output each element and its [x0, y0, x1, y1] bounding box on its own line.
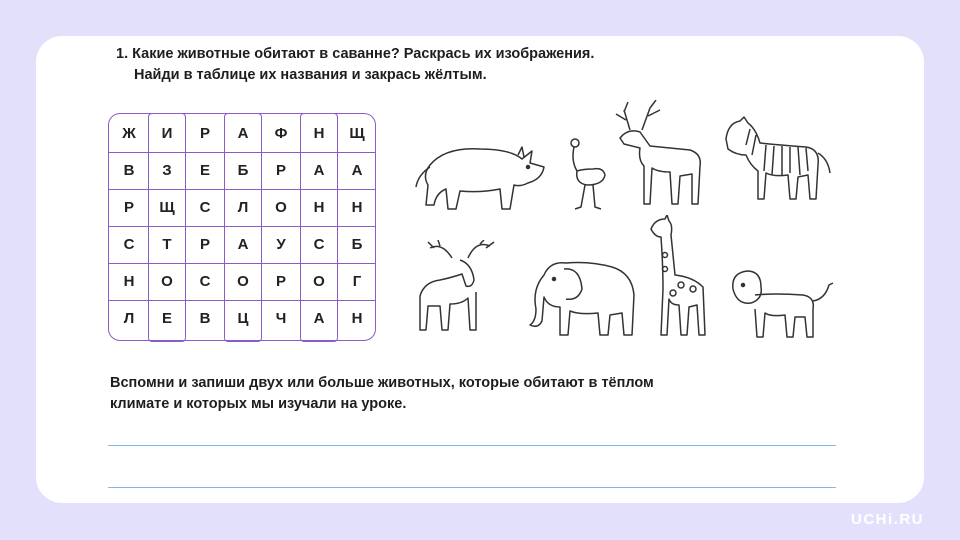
grid-cell[interactable]: А — [313, 162, 325, 179]
answer-line-2[interactable] — [108, 487, 836, 488]
task1-line2: Найди в таблице их названия и закрась жёлтым. — [134, 67, 487, 83]
grid-cell[interactable]: З — [162, 162, 172, 179]
animal-pictures — [405, 95, 845, 345]
grid-cell[interactable]: Т — [162, 236, 172, 253]
grid-cell[interactable]: О — [313, 273, 325, 290]
grid-cell[interactable]: А — [313, 310, 325, 327]
grid-cell[interactable]: А — [351, 162, 363, 179]
grid-cell[interactable]: Н — [351, 199, 363, 216]
grid-cell[interactable]: Р — [275, 273, 286, 290]
grid-cell[interactable]: Р — [199, 236, 210, 253]
grid-cell[interactable]: Н — [351, 310, 363, 327]
grid-cell[interactable]: В — [123, 162, 135, 179]
grid-cell[interactable]: Е — [161, 310, 172, 327]
grid-cell[interactable]: Н — [313, 199, 325, 216]
grid-cell[interactable]: С — [199, 199, 211, 216]
grid-cell[interactable]: Г — [352, 273, 362, 290]
grid-cell[interactable]: Ч — [275, 310, 287, 327]
word-search-grid — [108, 113, 376, 341]
grid-column-frame — [148, 113, 186, 342]
grid-cell[interactable]: С — [313, 236, 325, 253]
deer-icon[interactable] — [610, 100, 710, 210]
grid-cell[interactable]: Ф — [274, 125, 288, 142]
moose-icon[interactable] — [410, 240, 520, 335]
grid-cell[interactable]: Л — [237, 199, 249, 216]
grid-cell[interactable]: Р — [275, 162, 286, 179]
grid-cell[interactable]: Е — [199, 162, 210, 179]
grid-cell[interactable]: О — [237, 273, 249, 290]
task2-line2: климате и которых мы изучали на уроке. — [110, 396, 407, 412]
grid-cell[interactable]: Ж — [122, 125, 136, 142]
task1-line1: 1. Какие животные обитают в саванне? Раскрась их изображения. — [116, 46, 595, 62]
lion-icon[interactable] — [725, 265, 835, 340]
task2-instructions — [110, 373, 830, 415]
rhinoceros-icon[interactable] — [410, 135, 550, 215]
grid-cell[interactable]: Р — [123, 199, 134, 216]
giraffe-icon[interactable] — [645, 215, 715, 340]
grid-cell[interactable]: А — [237, 125, 249, 142]
grid-cell[interactable]: Н — [313, 125, 325, 142]
uchi-logo: UCHi.RU — [851, 511, 924, 528]
grid-cell[interactable]: Н — [123, 273, 135, 290]
grid-cell[interactable]: У — [276, 236, 286, 253]
grid-column-frame — [300, 113, 338, 342]
grid-cell[interactable]: Ц — [237, 310, 249, 327]
grid-cell[interactable]: И — [161, 125, 173, 142]
grid-column-frame — [224, 113, 262, 342]
grid-cell[interactable]: С — [123, 236, 135, 253]
zebra-icon[interactable] — [720, 115, 835, 205]
grid-cell[interactable]: Б — [351, 236, 363, 253]
task2-line1: Вспомни и запиши двух или больше животных, которые обитают в тёплом — [110, 375, 654, 391]
grid-cell[interactable]: Б — [237, 162, 249, 179]
answer-line-1[interactable] — [108, 445, 836, 446]
ostrich-icon[interactable] — [565, 137, 610, 215]
grid-cell[interactable]: Л — [123, 310, 135, 327]
grid-cell[interactable]: В — [199, 310, 211, 327]
grid-cell[interactable]: О — [275, 199, 287, 216]
elephant-icon[interactable] — [520, 255, 640, 340]
grid-cell[interactable]: Щ — [159, 199, 175, 216]
grid-cell[interactable]: Щ — [349, 125, 365, 142]
grid-cell[interactable]: Р — [199, 125, 210, 142]
task1-instructions — [116, 44, 594, 86]
grid-cell[interactable]: О — [161, 273, 173, 290]
grid-cell[interactable]: С — [199, 273, 211, 290]
grid-cell[interactable]: А — [237, 236, 249, 253]
